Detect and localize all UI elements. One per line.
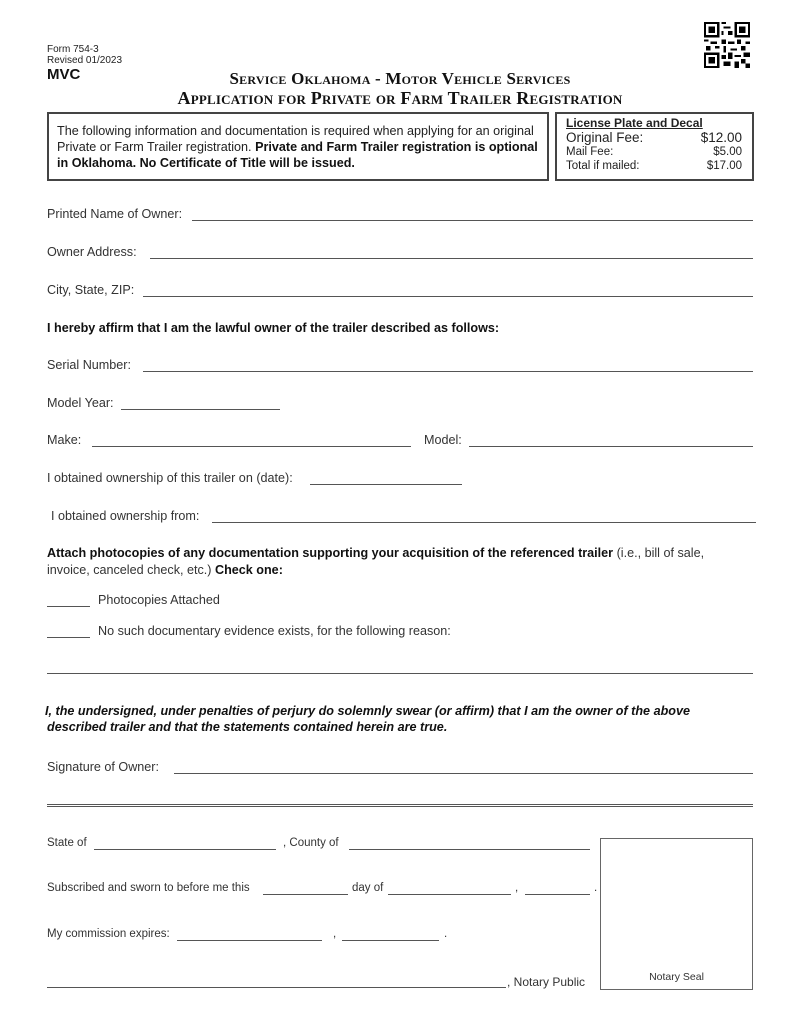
photocopies-attached-label: Photocopies Attached	[98, 593, 220, 607]
signature-field[interactable]	[174, 773, 753, 774]
page-title: Application for Private or Farm Trailer Registration	[177, 88, 623, 108]
day-of-label: day of	[352, 882, 384, 894]
ownership-from-label: I obtained ownership from:	[51, 509, 200, 523]
documentation-bold: Attach photocopies of any documentation supporting your acquisition of the referenced trailer	[47, 546, 614, 560]
state-field[interactable]	[94, 849, 276, 850]
commission-expires-label: My commission expires:	[47, 928, 170, 940]
title-agency: Service Oklahoma - Motor Vehicle Services	[229, 69, 571, 88]
revised-date: Revised 01/2023	[47, 55, 123, 66]
model-label: Model:	[424, 433, 462, 447]
printed-name-field[interactable]	[192, 220, 753, 221]
agency-code: MVC	[47, 66, 81, 83]
no-evidence-label: No such documentary evidence exists, for the following reason:	[98, 624, 451, 638]
month-field[interactable]	[388, 894, 511, 895]
subscribed-label: Subscribed and sworn to before me this	[47, 882, 250, 894]
documentation-regular: (i.e., bill of sale,	[613, 546, 705, 560]
photocopies-attached-check[interactable]	[47, 606, 90, 607]
year-field[interactable]	[525, 894, 590, 895]
county-of-label: , County of	[283, 837, 339, 849]
make-field[interactable]	[92, 446, 411, 447]
model-year-label: Model Year:	[47, 396, 114, 410]
info-text-bold: Private and Farm Trailer registration is optional in Oklahoma. No Certificate of Title will be issued.	[57, 140, 538, 170]
info-text-regular: The following information and documentation is required when applying for an original Private or Farm Trailer registration.	[57, 124, 534, 154]
county-field[interactable]	[349, 849, 590, 850]
section-divider	[47, 804, 753, 807]
fee-label: Mail Fee:	[566, 146, 614, 158]
affirm-heading: I hereby affirm that I am the lawful owner of the trailer described as follows:	[47, 321, 500, 335]
fee-box	[555, 112, 754, 181]
reason-field[interactable]	[47, 673, 753, 674]
commission-date-field[interactable]	[177, 940, 322, 941]
fee-amount: $17.00	[706, 160, 742, 172]
info-box	[47, 112, 549, 181]
state-of-label: State of	[47, 837, 87, 849]
qr-code-icon	[704, 22, 750, 73]
fee-amount: $12.00	[700, 130, 742, 145]
ownership-date-label: I obtained ownership of this trailer on (date):	[47, 471, 293, 485]
info-text	[57, 123, 539, 171]
notary-seal-label: Notary Seal	[649, 971, 704, 983]
fee-heading: License Plate and Decal	[566, 116, 703, 130]
commission-year-field[interactable]	[342, 940, 439, 941]
documentation-instructions	[47, 545, 767, 579]
ownership-from-field[interactable]	[212, 522, 756, 523]
serial-number-label: Serial Number:	[47, 358, 131, 372]
notary-signature-field[interactable]	[47, 987, 506, 988]
no-evidence-check[interactable]	[47, 637, 90, 638]
model-year-field[interactable]	[121, 409, 280, 410]
oath-line-1: I, the undersigned, under penalties of perjury do solemnly swear (or affirm) that I am the owner of the above	[45, 704, 690, 718]
make-label: Make:	[47, 433, 82, 447]
printed-name-label: Printed Name of Owner:	[47, 207, 183, 221]
fee-label: Original Fee:	[566, 130, 644, 145]
check-one-label: Check one:	[215, 563, 283, 577]
fee-row-mail	[566, 145, 742, 159]
ownership-date-field[interactable]	[310, 484, 462, 485]
serial-number-field[interactable]	[143, 371, 753, 372]
day-field[interactable]	[263, 894, 348, 895]
comma-2: ,	[333, 928, 337, 940]
documentation-regular-2: invoice, canceled check, etc.)	[47, 563, 215, 577]
fee-row-original	[566, 130, 742, 145]
model-field[interactable]	[469, 446, 753, 447]
signature-label: Signature of Owner:	[47, 760, 160, 774]
notary-seal-box	[600, 838, 753, 990]
oath-line-2: described trailer and that the statements contained herein are true.	[47, 720, 448, 734]
owner-address-field[interactable]	[150, 258, 753, 259]
form-number: Form 754-3	[47, 44, 99, 55]
comma-1: ,	[515, 882, 519, 894]
fee-row-total	[566, 159, 742, 173]
city-state-zip-label: City, State, ZIP:	[47, 283, 135, 297]
owner-address-label: Owner Address:	[47, 245, 137, 259]
period-1: .	[594, 882, 598, 894]
period-2: .	[444, 928, 448, 940]
fee-amount: $5.00	[713, 146, 742, 158]
fee-label: Total if mailed:	[566, 160, 640, 172]
city-state-zip-field[interactable]	[143, 296, 753, 297]
notary-public-label: , Notary Public	[507, 975, 586, 989]
